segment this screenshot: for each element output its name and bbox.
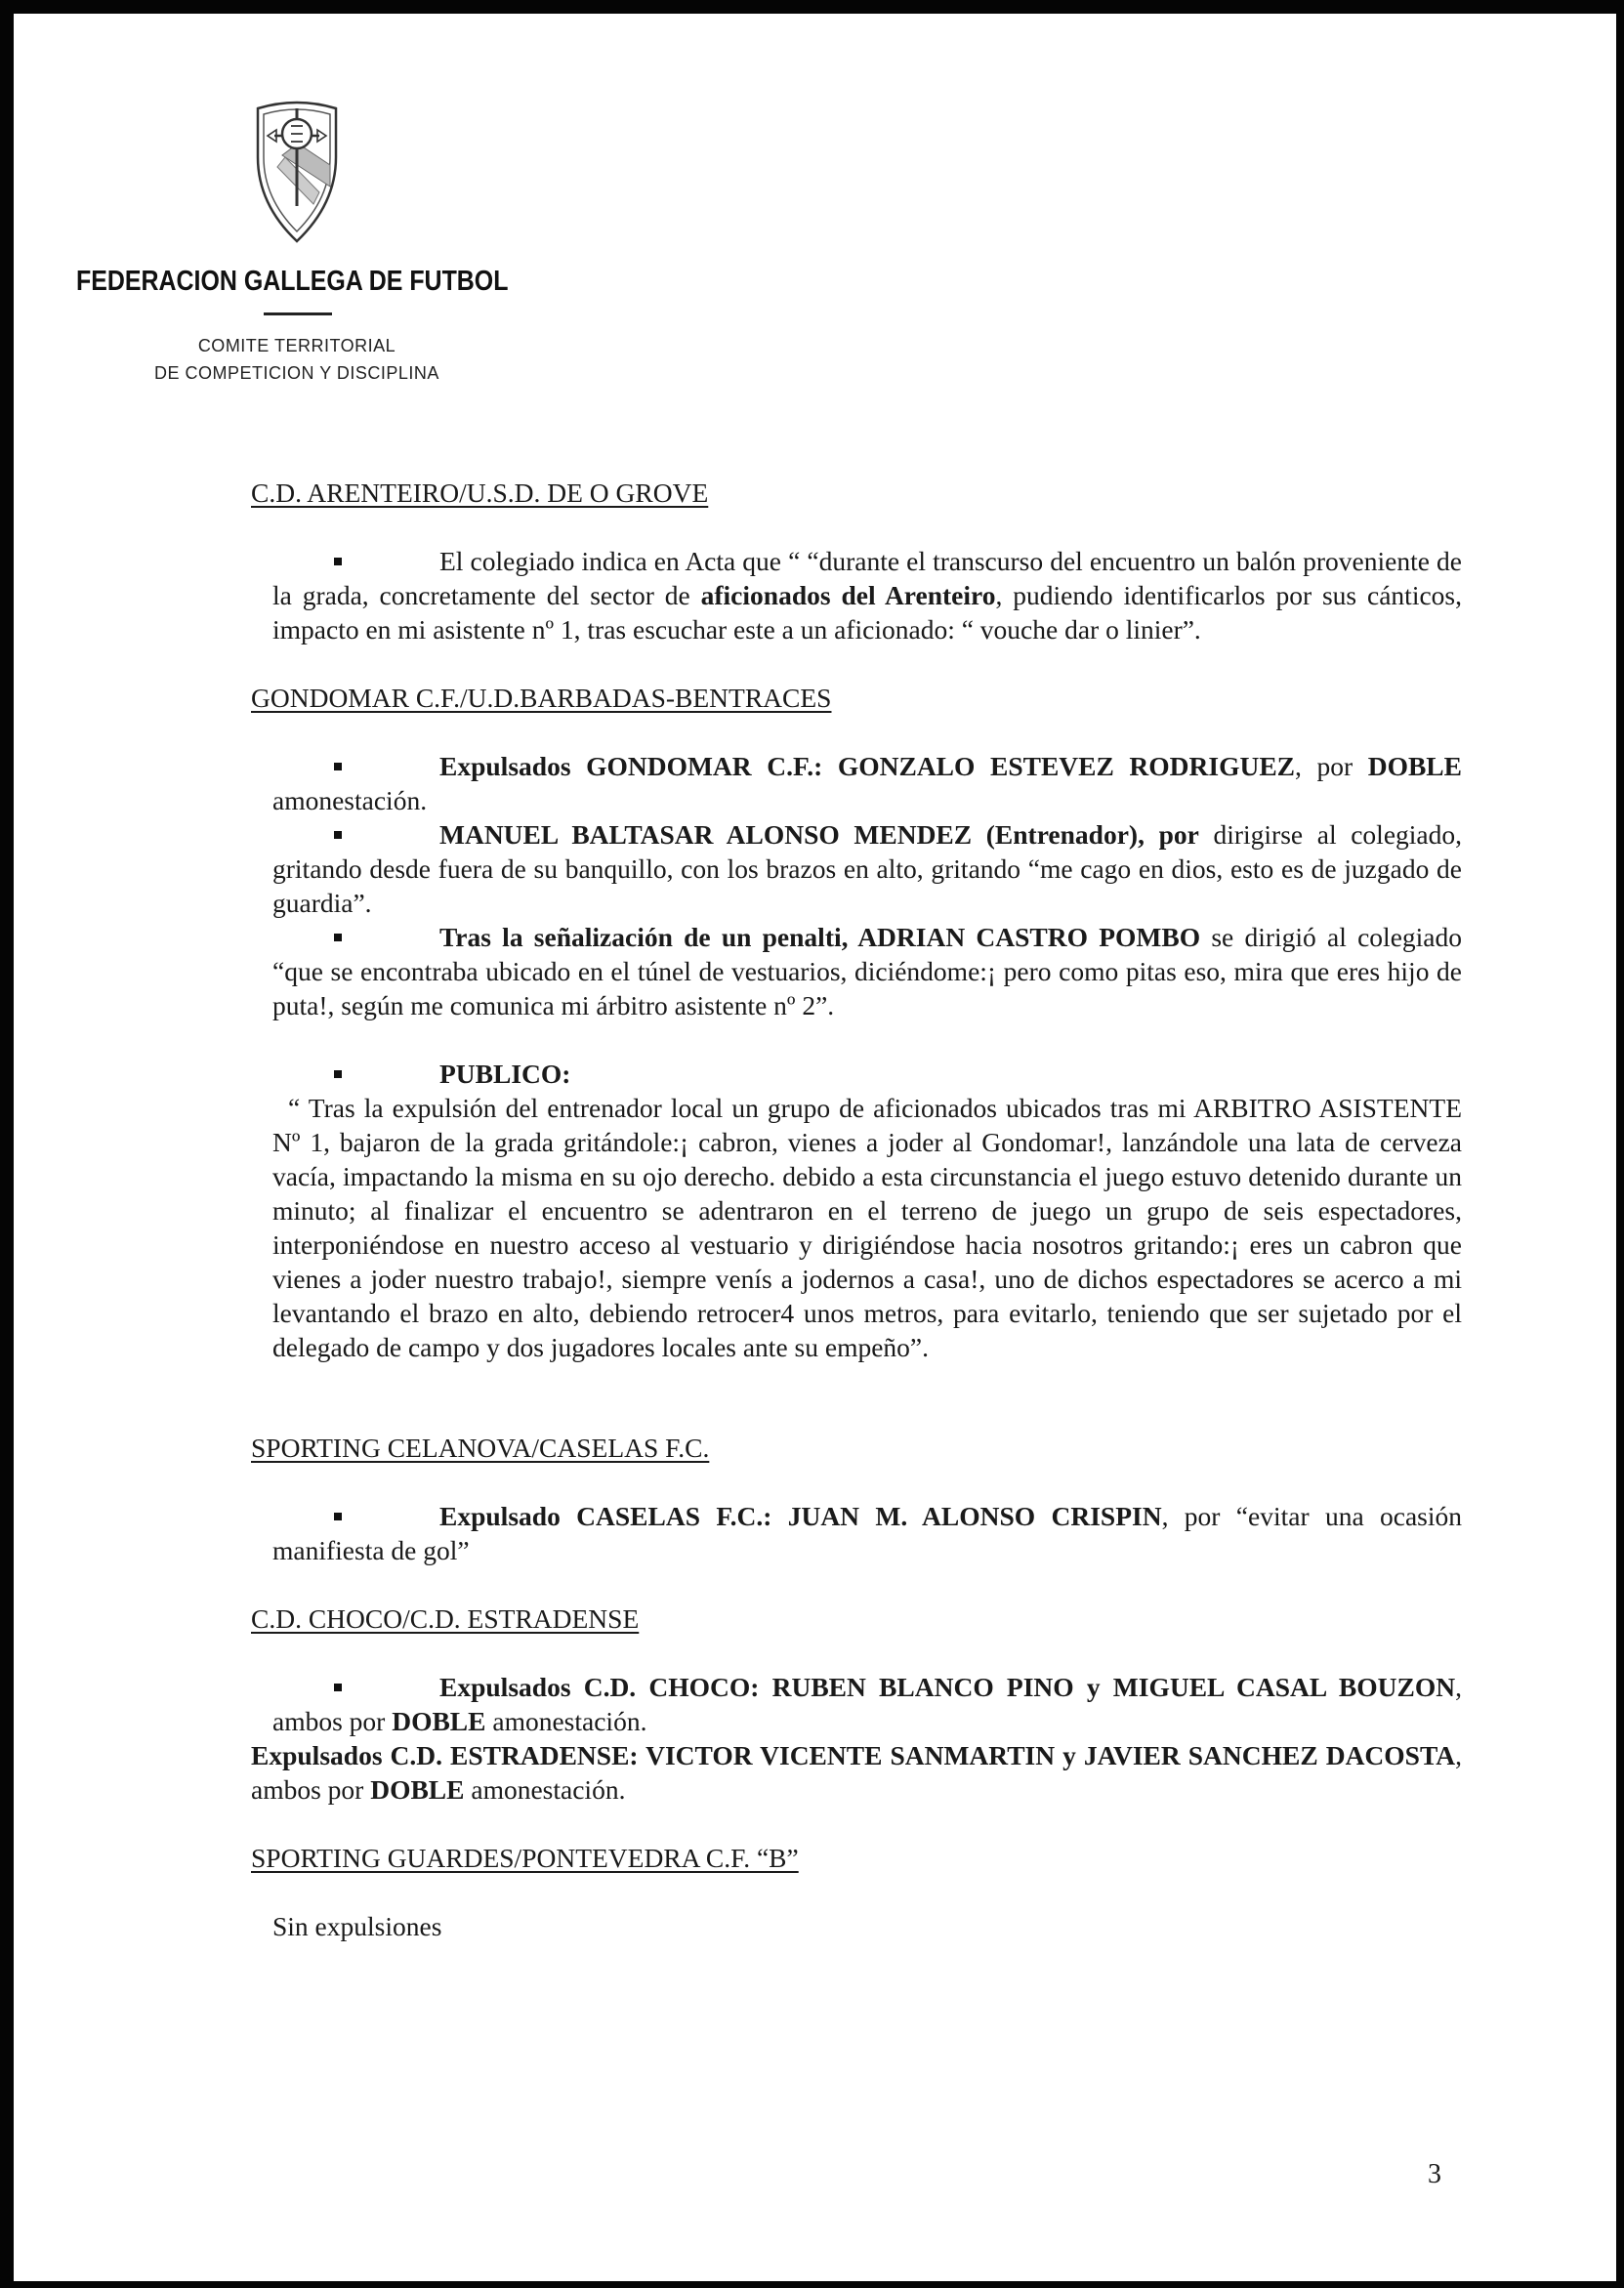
bullet-icon (334, 831, 342, 839)
gondomar-expulsion-3: Tras la señalización de un penalti, ADRIAN CASTRO POMBO se dirigió al colegiado “que se encontraba ubicado en el túnel de vestuarios, diciéndome:¡ pero como pitas eso, mira que eres hijo de puta!, según me comunica mi árbitro asistente nº 2”. (272, 922, 1462, 1020)
guardes-text: Sin expulsiones (272, 1911, 442, 1941)
committee-line-1: COMITE TERRITORIAL (197, 336, 396, 355)
committee-name (102, 332, 492, 387)
arenteiro-paragraph: El colegiado indica en Acta que “ “durante el transcurso del encuentro un balón proveniente de la grada, concretamente del sector de aficionados del Arenteiro, pudiendo identificarlos por sus cánticos, impacto en mi asistente nº 1, tras escuchar este a un aficionado: “ vouche dar o linier”. (272, 546, 1462, 645)
gondomar-expulsion-2: MANUEL BALTASAR ALONSO MENDEZ (Entrenador), por dirigirse al colegiado, gritando desde fuera de su banquillo, con los brazos en alto, gritando “me cago en dios, esto es de juzgado de guardia”. (272, 819, 1462, 918)
document-body (251, 476, 1462, 1943)
section-heading-choco: C.D. CHOCO/C.D. ESTRADENSE (251, 1603, 640, 1634)
gondomar-expulsion-1: Expulsados GONDOMAR C.F.: GONZALO ESTEVEZ RODRIGUEZ, por DOBLE amonestación. (272, 751, 1462, 815)
bullet-icon (334, 1684, 342, 1691)
bullet-icon (334, 558, 342, 565)
bullet-icon (334, 1070, 342, 1078)
publico-label: PUBLICO: (272, 1057, 1462, 1091)
celanova-expulsion: Expulsado CASELAS F.C.: JUAN M. ALONSO CRISPIN, por “evitar una ocasión manifiesta de gol” (272, 1501, 1462, 1565)
committee-line-2: DE COMPETICION Y DISCIPLINA (154, 363, 439, 383)
section-heading-arenteiro: C.D. ARENTEIRO/U.S.D. DE O GROVE (251, 478, 709, 508)
publico-text: “ Tras la expulsión del entrenador local un grupo de aficionados ubicados tras mi ARBITRO ASISTENTE Nº 1, bajaron de la grada gritándole:¡ cabron, vienes a joder al Gondomar!, lanzándole una lata de cerveza vacía, impactando la misma en su ojo derecho. debido a esta circunstancia el juego estuvo detenido durante un minuto; al finalizar el encuentro se adentraron en el terreno de juego un grupo de seis espectadores, interponiéndose en nuestro acceso al vestuario y dirigiéndose hacia nosotros gritando:¡ eres un cabron que vienes a joder nuestro trabajo!, siempre venís a jodernos a casa!, uno de dichos espectadores se acerco a mi levantando el brazo en alto, debiendo retrocer4 unos metros, para evitarlo, teniendo que ser sujetado por el delegado de campo y dos jugadores locales ante su empeño”. (272, 1093, 1462, 1362)
page-number: 3 (1428, 2159, 1441, 2189)
federation-crest-logo (253, 97, 341, 243)
bullet-icon (334, 934, 342, 941)
estradense-expulsions: Expulsados C.D. ESTRADENSE: VICTOR VICENTE SANMARTIN y JAVIER SANCHEZ DACOSTA, ambos por DOBLE amonestación. (251, 1740, 1463, 1805)
header-divider (264, 312, 332, 315)
section-heading-guardes: SPORTING GUARDES/PONTEVEDRA C.F. “B” (251, 1843, 799, 1873)
section-heading-gondomar: GONDOMAR C.F./U.D.BARBADAS-BENTRACES (251, 683, 832, 713)
bullet-icon (334, 1513, 342, 1520)
document-page (14, 14, 1616, 2281)
organization-name: FEDERACION GALLEGA DE FUTBOL (76, 266, 509, 297)
choco-expulsions: Expulsados C.D. CHOCO: RUBEN BLANCO PINO y MIGUEL CASAL BOUZON, ambos por DOBLE amonestación. (272, 1672, 1462, 1736)
section-heading-celanova: SPORTING CELANOVA/CASELAS F.C. (251, 1433, 710, 1463)
bullet-icon (334, 763, 342, 770)
